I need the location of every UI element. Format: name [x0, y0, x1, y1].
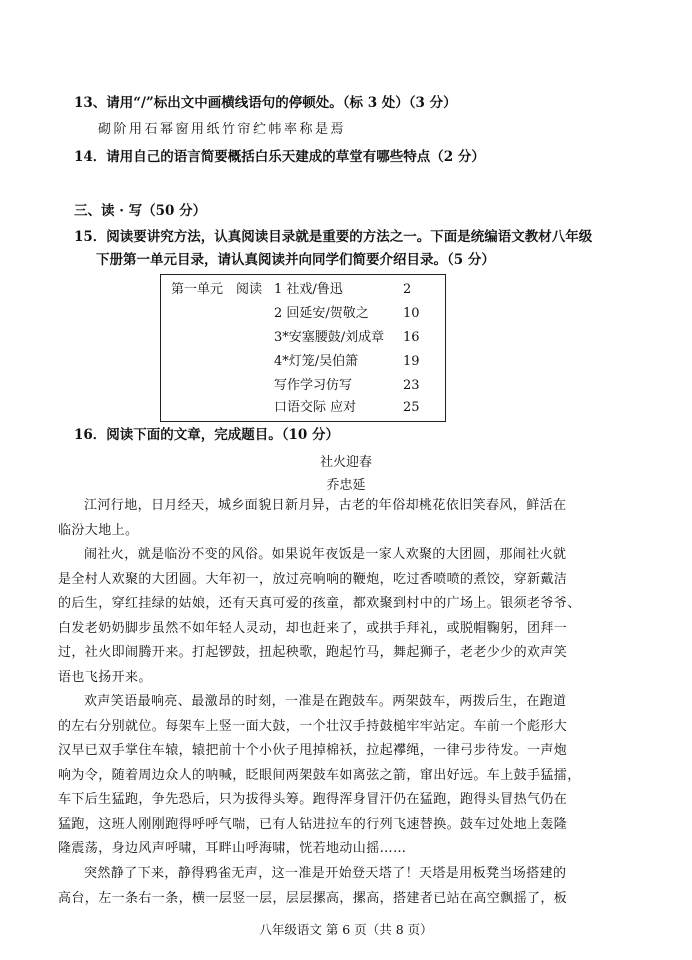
toc-page: 2: [403, 282, 412, 297]
question-15-line2: 下册第一单元目录，请认真阅读并向同学们简要介绍目录。（5 分）: [96, 252, 495, 268]
paragraph-line: 闹社火，就是临汾不变的风俗。如果说年夜饭是一家人欢聚的大团圆，那闹社火就: [84, 547, 567, 562]
paragraph-line: 高台，左一条右一条，横一层竖一层，层层摞高，摞高，搭建者已站在高空飘摇了，板: [58, 890, 568, 906]
toc-page: 10: [403, 306, 420, 321]
paragraph-line: 白发老奶奶脚步虽然不如年轻人灵动，却也赶来了，或拱手拜礼，或脱帽鞠躬，团拜一: [58, 620, 568, 636]
paragraph-4: [58, 862, 638, 911]
toc-item: 3*安塞腰鼓/刘成章: [274, 330, 385, 345]
toc-page: 19: [403, 354, 420, 369]
paragraph-line: 的左右分别就位。每架车上竖一面大鼓，一个壮汉手持鼓槌牢牢站定。车前一个彪形大: [58, 718, 568, 734]
table-of-contents: [160, 274, 446, 422]
toc-item: 写作学习仿写: [274, 378, 353, 393]
question-14: 14．请用自己的语言简要概括白乐天建成的草堂有哪些特点（2 分）: [74, 149, 485, 165]
toc-item: 1 社戏/鲁迅: [274, 282, 343, 297]
toc-unit-label: 第一单元 阅读: [171, 282, 263, 297]
toc-item: 4*灯笼/吴伯箫: [274, 354, 359, 369]
paragraph-3: [58, 690, 638, 862]
paragraph-line: 隆震荡，身边风声呼啸，耳畔山呼海啸，恍若地动山摇……: [58, 841, 407, 856]
toc-item: 2 回延安/贺敬之: [274, 306, 369, 321]
paragraph-line: 的后生，穿红挂绿的姑娘，还有天真可爱的孩童，都欢聚到村中的广场上。银须老爷爷、: [58, 596, 581, 611]
article-author: 乔忠延: [326, 478, 366, 493]
paragraph-line: 猛跑，这班人刚刚跑得呼呼气喘，已有人钻进拉车的行列飞速替换。鼓车过处地上轰隆: [58, 816, 568, 832]
paragraph-line: 欢声笑语最响亮、最激昂的时刻，一准是在跑鼓车。两架鼓车，两拨后生，在跑道: [84, 694, 567, 709]
paragraph-line: 汉早已双手掌住车辕，辕把前十个小伙子甩掉棉袄，拉起襻绳，一律弓步待发。一声炮: [58, 743, 568, 758]
paragraph-line: 江河行地，日月经天，城乡面貌日新月异，古老的年俗却桃花依旧笑春风，鲜活在: [84, 498, 567, 513]
toc-page: 25: [403, 400, 420, 415]
paragraph-line: 响为令，随着周边众人的呐喊，眨眼间两架鼓车如离弦之箭，窜出好远。车上鼓手猛擂，: [58, 767, 581, 783]
page-footer: 八年级语文 第 6 页（共 8 页）: [259, 922, 433, 937]
question-16: 16．阅读下面的文章，完成题目。（10 分）: [74, 427, 340, 443]
paragraph-line: 是全村人欢聚的大团圆。大年初一，放过亮响响的鞭炮，吃过香喷喷的煮饺，穿新戴洁: [58, 571, 568, 587]
question-13-passage: 砌阶用石幂窗用纸竹帘纻帏率称是焉: [98, 122, 347, 137]
article-title: 社火迎春: [319, 455, 372, 470]
paragraph-2: [58, 543, 638, 690]
paragraph-1: [58, 494, 638, 543]
toc-item: 口语交际 应对: [274, 400, 357, 415]
paragraph-line: 临汾大地上。: [58, 522, 139, 538]
toc-page: 16: [403, 330, 420, 345]
section-3-heading: 三、读 · 写（50 分）: [74, 203, 207, 219]
paragraph-line: 突然静了下来，静得鸦雀无声，这一准是开始登天塔了！天塔是用板凳当场搭建的: [84, 866, 567, 881]
question-13: 13、请用“/”标出文中画横线语句的停顿处。（标 3 处）（3 分）: [74, 95, 457, 111]
paragraph-line: 语也飞扬开来。: [58, 669, 152, 685]
paragraph-line: 车下后生猛跑，争先恐后，只为拔得头筹。跑得浑身冒汗仍在猛跑，跑得头冒热气仍在: [58, 792, 568, 807]
toc-page: 23: [403, 378, 420, 393]
paragraph-line: 过，社火即闹腾开来。打起锣鼓，扭起秧歌，跑起竹马，舞起狮子，老老少少的欢声笑: [58, 645, 568, 660]
question-15-line1: 15．阅读要讲究方法，认真阅读目录就是重要的方法之一。下面是统编语文教材八年级: [74, 229, 593, 245]
